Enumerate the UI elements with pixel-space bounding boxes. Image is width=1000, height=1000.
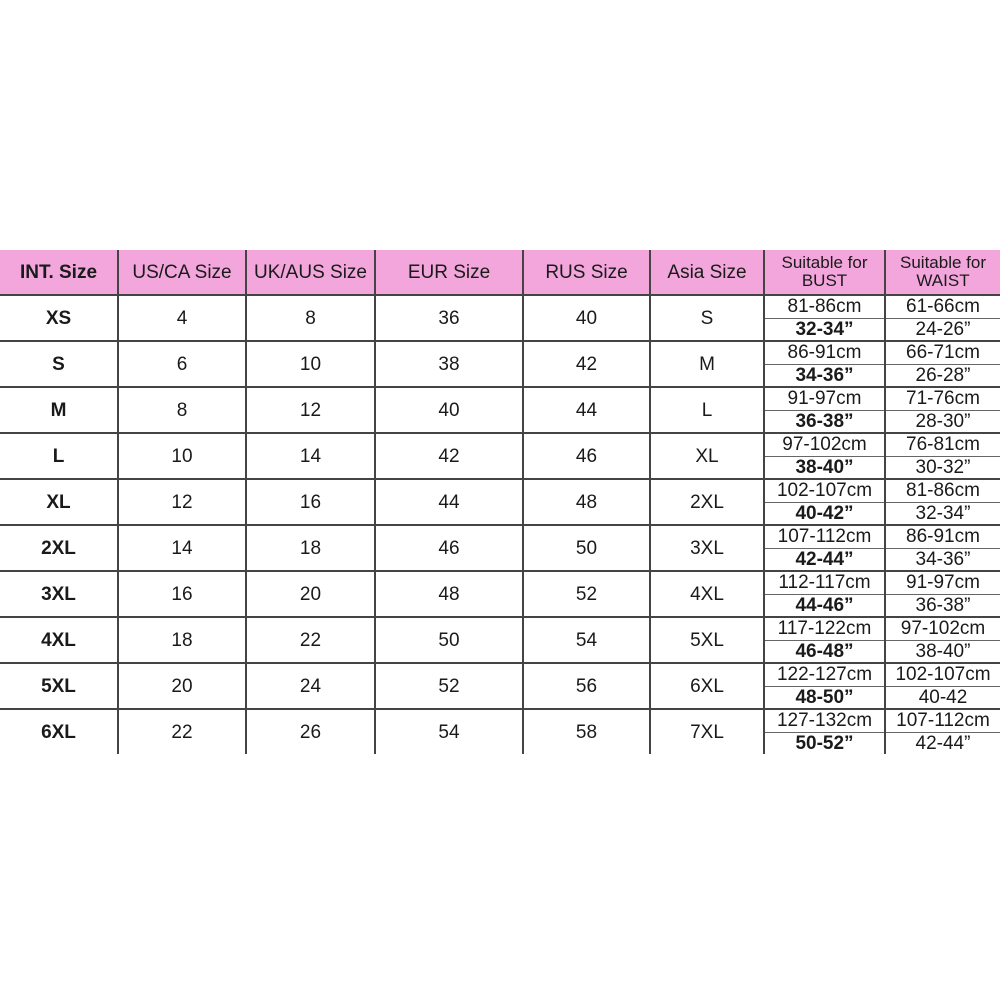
header-int-size: INT. Size xyxy=(0,250,118,295)
cell-waist-in: 34-36” xyxy=(885,548,1000,571)
cell-int: 6XL xyxy=(0,709,118,754)
cell-uk: 18 xyxy=(246,525,375,571)
header-bust-line1: Suitable for xyxy=(781,253,868,272)
cell-int: XS xyxy=(0,295,118,341)
cell-uk: 24 xyxy=(246,663,375,709)
cell-us: 18 xyxy=(118,617,246,663)
cell-eur: 38 xyxy=(375,341,523,387)
header-bust-line2: BUST xyxy=(801,271,848,290)
cell-rus: 56 xyxy=(523,663,650,709)
cell-waist-in: 42-44” xyxy=(885,732,1000,754)
header-waist-line2: WAIST xyxy=(916,271,970,290)
table-row xyxy=(0,663,1000,686)
cell-uk: 8 xyxy=(246,295,375,341)
cell-int: M xyxy=(0,387,118,433)
cell-eur: 54 xyxy=(375,709,523,754)
cell-us: 12 xyxy=(118,479,246,525)
cell-bust-in: 32-34” xyxy=(764,318,885,341)
cell-waist-cm: 81-86cm xyxy=(885,479,1000,502)
cell-bust-cm: 112-117cm xyxy=(764,571,885,594)
cell-asia: 3XL xyxy=(650,525,764,571)
table-row xyxy=(0,295,1000,318)
cell-eur: 36 xyxy=(375,295,523,341)
table-row xyxy=(0,709,1000,732)
cell-bust-in: 50-52” xyxy=(764,732,885,754)
size-chart-table xyxy=(0,250,1000,754)
cell-bust-in: 48-50” xyxy=(764,686,885,709)
cell-waist-in: 26-28” xyxy=(885,364,1000,387)
cell-asia: XL xyxy=(650,433,764,479)
cell-waist-in: 24-26” xyxy=(885,318,1000,341)
table-row xyxy=(0,617,1000,640)
cell-eur: 40 xyxy=(375,387,523,433)
cell-eur: 50 xyxy=(375,617,523,663)
table-row xyxy=(0,571,1000,594)
cell-rus: 44 xyxy=(523,387,650,433)
cell-int: L xyxy=(0,433,118,479)
cell-waist-cm: 97-102cm xyxy=(885,617,1000,640)
cell-bust-cm: 97-102cm xyxy=(764,433,885,456)
cell-uk: 22 xyxy=(246,617,375,663)
cell-int: 4XL xyxy=(0,617,118,663)
header-waist-line1: Suitable for xyxy=(900,253,986,272)
cell-bust-cm: 117-122cm xyxy=(764,617,885,640)
cell-us: 6 xyxy=(118,341,246,387)
cell-eur: 44 xyxy=(375,479,523,525)
cell-eur: 42 xyxy=(375,433,523,479)
cell-asia: M xyxy=(650,341,764,387)
cell-waist-cm: 66-71cm xyxy=(885,341,1000,364)
cell-int: 2XL xyxy=(0,525,118,571)
cell-asia: 2XL xyxy=(650,479,764,525)
cell-bust-in: 40-42” xyxy=(764,502,885,525)
cell-rus: 42 xyxy=(523,341,650,387)
cell-int: XL xyxy=(0,479,118,525)
cell-asia: 6XL xyxy=(650,663,764,709)
cell-bust-in: 42-44” xyxy=(764,548,885,571)
cell-waist-cm: 91-97cm xyxy=(885,571,1000,594)
cell-waist-in: 36-38” xyxy=(885,594,1000,617)
cell-waist-cm: 61-66cm xyxy=(885,295,1000,318)
cell-rus: 48 xyxy=(523,479,650,525)
cell-waist-in: 30-32” xyxy=(885,456,1000,479)
cell-rus: 52 xyxy=(523,571,650,617)
cell-rus: 54 xyxy=(523,617,650,663)
cell-uk: 12 xyxy=(246,387,375,433)
header-eur-size: EUR Size xyxy=(375,250,523,295)
cell-waist-cm: 102-107cm xyxy=(885,663,1000,686)
cell-uk: 20 xyxy=(246,571,375,617)
cell-rus: 58 xyxy=(523,709,650,754)
cell-us: 14 xyxy=(118,525,246,571)
table-row xyxy=(0,387,1000,410)
cell-bust-cm: 102-107cm xyxy=(764,479,885,502)
cell-waist-cm: 76-81cm xyxy=(885,433,1000,456)
table-row xyxy=(0,433,1000,456)
cell-bust-cm: 81-86cm xyxy=(764,295,885,318)
cell-eur: 46 xyxy=(375,525,523,571)
cell-int: S xyxy=(0,341,118,387)
cell-bust-cm: 127-132cm xyxy=(764,709,885,732)
cell-eur: 48 xyxy=(375,571,523,617)
cell-uk: 26 xyxy=(246,709,375,754)
cell-rus: 40 xyxy=(523,295,650,341)
cell-us: 20 xyxy=(118,663,246,709)
cell-int: 5XL xyxy=(0,663,118,709)
cell-bust-cm: 122-127cm xyxy=(764,663,885,686)
cell-rus: 46 xyxy=(523,433,650,479)
cell-waist-in: 32-34” xyxy=(885,502,1000,525)
cell-waist-cm: 86-91cm xyxy=(885,525,1000,548)
cell-eur: 52 xyxy=(375,663,523,709)
header-rus-size: RUS Size xyxy=(523,250,650,295)
cell-asia: S xyxy=(650,295,764,341)
table-row xyxy=(0,479,1000,502)
cell-waist-in: 40-42 xyxy=(885,686,1000,709)
cell-uk: 10 xyxy=(246,341,375,387)
cell-bust-cm: 91-97cm xyxy=(764,387,885,410)
header-bust xyxy=(764,250,885,295)
table-body xyxy=(0,295,1000,754)
header-uk-aus-size: UK/AUS Size xyxy=(246,250,375,295)
header-row xyxy=(0,250,1000,295)
cell-bust-in: 38-40” xyxy=(764,456,885,479)
cell-us: 4 xyxy=(118,295,246,341)
cell-us: 16 xyxy=(118,571,246,617)
cell-asia: 4XL xyxy=(650,571,764,617)
header-us-ca-size: US/CA Size xyxy=(118,250,246,295)
cell-us: 8 xyxy=(118,387,246,433)
cell-bust-cm: 107-112cm xyxy=(764,525,885,548)
cell-bust-cm: 86-91cm xyxy=(764,341,885,364)
cell-waist-in: 28-30” xyxy=(885,410,1000,433)
table-header xyxy=(0,250,1000,295)
cell-us: 22 xyxy=(118,709,246,754)
cell-asia: L xyxy=(650,387,764,433)
cell-waist-cm: 107-112cm xyxy=(885,709,1000,732)
header-waist xyxy=(885,250,1000,295)
table-row xyxy=(0,525,1000,548)
cell-int: 3XL xyxy=(0,571,118,617)
header-asia-size: Asia Size xyxy=(650,250,764,295)
cell-asia: 7XL xyxy=(650,709,764,754)
cell-uk: 14 xyxy=(246,433,375,479)
cell-waist-in: 38-40” xyxy=(885,640,1000,663)
cell-rus: 50 xyxy=(523,525,650,571)
cell-uk: 16 xyxy=(246,479,375,525)
cell-bust-in: 46-48” xyxy=(764,640,885,663)
cell-bust-in: 36-38” xyxy=(764,410,885,433)
table-row xyxy=(0,341,1000,364)
cell-waist-cm: 71-76cm xyxy=(885,387,1000,410)
cell-bust-in: 44-46” xyxy=(764,594,885,617)
cell-asia: 5XL xyxy=(650,617,764,663)
cell-bust-in: 34-36” xyxy=(764,364,885,387)
cell-us: 10 xyxy=(118,433,246,479)
